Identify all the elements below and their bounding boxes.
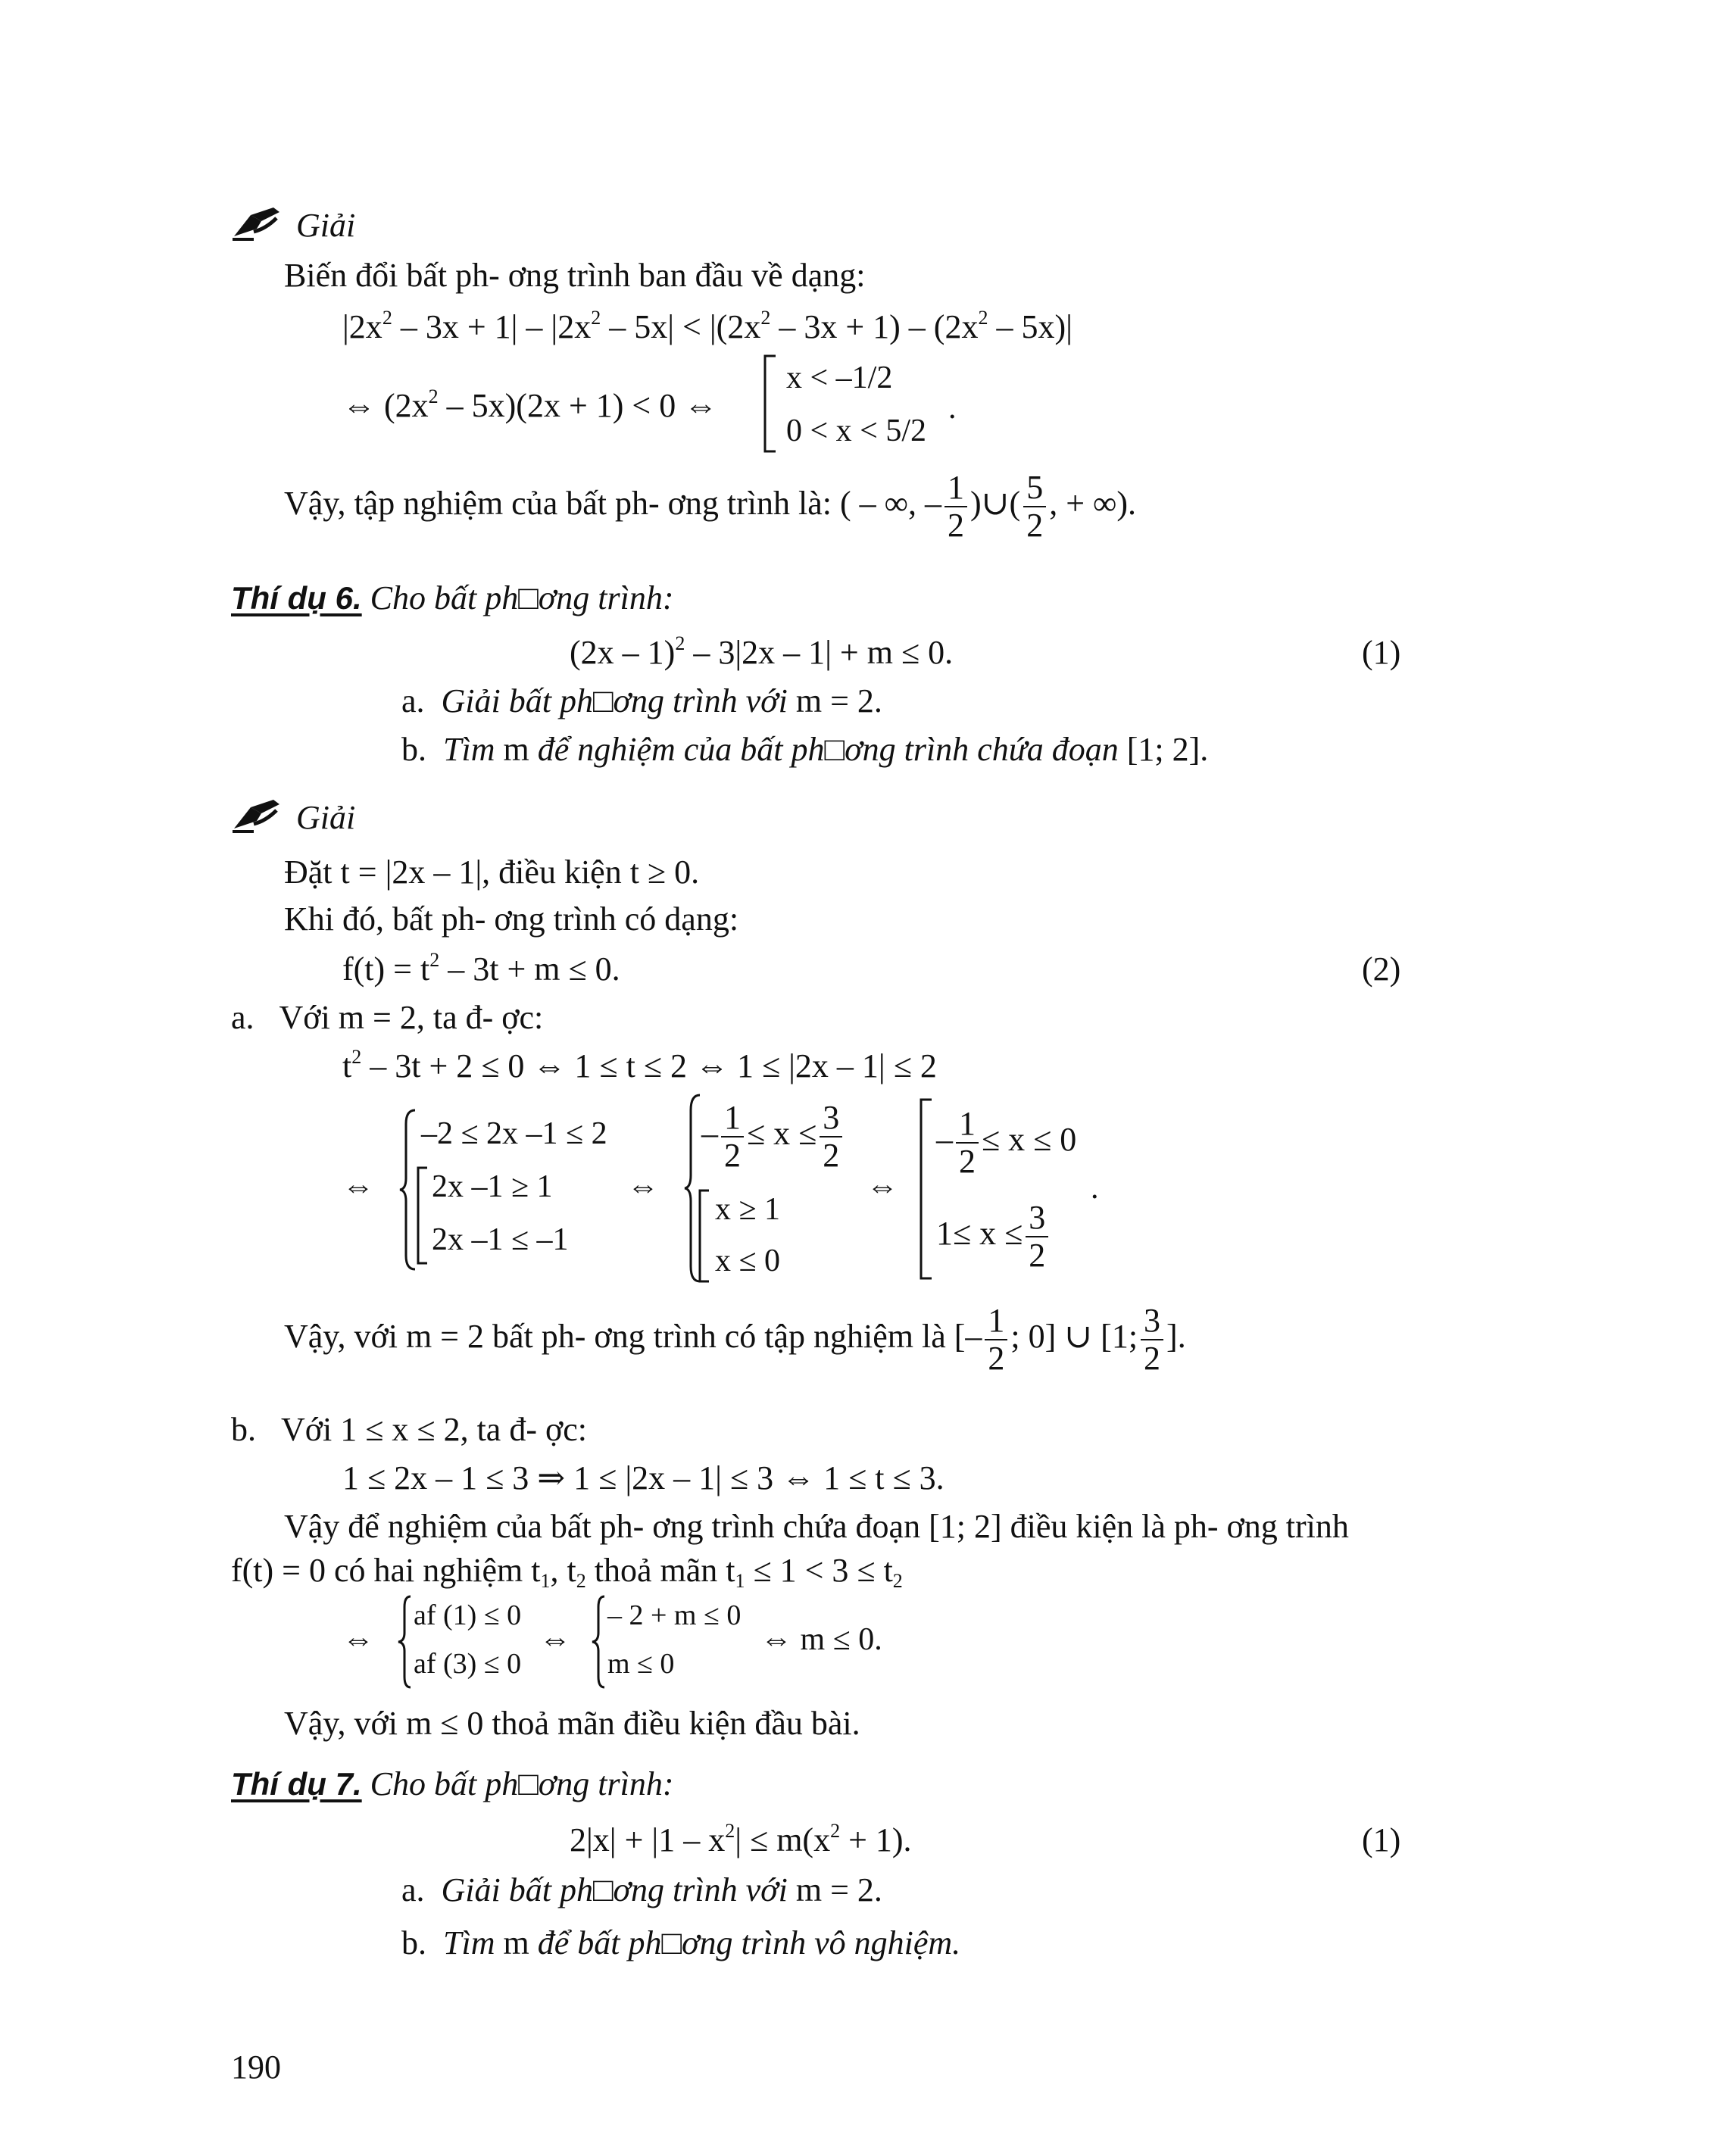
system-row: 2x –1 ≤ –1 bbox=[432, 1222, 569, 1257]
part-a: a. Với m = 2, ta đ- ợc: bbox=[231, 999, 544, 1036]
inequality-1: $2|x| + |1 - x^2| \le m(x^2 + 1)$. bbox=[570, 1820, 912, 1858]
system-row: –2 ≤ 2x –1 ≤ 2 bbox=[421, 1116, 607, 1151]
system-row: x ≤ 0 bbox=[715, 1244, 781, 1278]
task-a: a. Giải bất ph□ơng trình với m = 2. bbox=[401, 682, 882, 719]
case-row: – $\frac{1}{2}$ ≤ x ≤ 0 bbox=[936, 1105, 1077, 1180]
period: . bbox=[948, 391, 957, 426]
equation-line: ⇔ $(2x^2 - 5x)(2x + 1) < 0$ ⇔ bbox=[342, 385, 718, 424]
conclusion-line: Vậy, với m ≤ 0 thoả mãn điều kiện đầu bài. bbox=[284, 1705, 860, 1742]
solution-heading: Giải bbox=[231, 797, 355, 839]
example-7-title: Thí dụ 7. Cho bất ph□ơng trình: bbox=[231, 1765, 674, 1802]
iff-symbol: ⇔ bbox=[342, 1169, 374, 1204]
inequality-1: (2x – 1)$^2$ – 3|2x – 1| + m ≤ 0. bbox=[570, 632, 954, 671]
iff-symbol: ⇔ bbox=[866, 1169, 898, 1204]
system-row: m ≤ 0 bbox=[607, 1648, 675, 1680]
solution-heading: Giải bbox=[231, 204, 355, 247]
square-bracket bbox=[415, 1166, 430, 1265]
square-bracket bbox=[762, 354, 779, 453]
system-row: – 2 + m ≤ 0 bbox=[607, 1599, 742, 1631]
case-row: 1≤ x ≤ $\frac{3}{2}$ bbox=[936, 1200, 1051, 1274]
equation-line: $|2x^2 - 3x + 1| - |2x^2 - 5x| < |(2x^2 - 3x + 1) - (2x^2 - 5x)|$ bbox=[342, 307, 1073, 345]
equation-number: (2) bbox=[1362, 950, 1401, 988]
equation-line: $t^2 - 3t + 2 \le 0$ ⇔ 1 ≤ t ≤ 2 ⇔ 1 ≤ |2x – 1| ≤ 2 bbox=[342, 1046, 937, 1084]
pen-hand-icon bbox=[231, 798, 284, 833]
equation-number: (1) bbox=[1362, 1821, 1401, 1858]
iff-symbol: ⇔ bbox=[627, 1169, 659, 1204]
text-line: Biến đổi bất ph- ơng trình ban đầu về dạng: bbox=[284, 257, 866, 294]
iff-symbol: ⇔ bbox=[342, 1622, 374, 1657]
pen-hand-icon bbox=[231, 206, 284, 241]
case-row: 0 < x < 5/2 bbox=[786, 413, 927, 448]
equation-line: 1 ≤ 2x – 1 ≤ 3 ⇒ 1 ≤ |2x – 1| ≤ 3 ⇔ 1 ≤ t ≤ 3. bbox=[342, 1459, 944, 1496]
system-row: af (1) ≤ 0 bbox=[414, 1599, 522, 1631]
page-number: 190 bbox=[231, 2049, 281, 2086]
system-row: x ≥ 1 bbox=[715, 1192, 781, 1227]
system-row: af (3) ≤ 0 bbox=[414, 1648, 522, 1680]
task-a: a. Giải bất ph□ơng trình với m = 2. bbox=[401, 1871, 882, 1908]
equation-line: $f(t) = t^2 - 3t + m \le 0$. bbox=[342, 949, 620, 988]
text-line: f(t) = 0 có hai nghiệm $t_1$, $t_2$ thoả mãn $t_1 \le 1 < 3 \le t_2$ bbox=[231, 1552, 903, 1592]
task-b: b. Tìm m để nghiệm của bất ph□ơng trình chứa đoạn [1; 2]. bbox=[401, 731, 1209, 768]
equation-number: (1) bbox=[1362, 634, 1401, 671]
period: . bbox=[1091, 1171, 1099, 1206]
curly-brace bbox=[397, 1595, 414, 1689]
curly-brace bbox=[591, 1595, 607, 1689]
square-bracket bbox=[697, 1189, 712, 1283]
text-line: Đặt t = |2x – 1|, điều kiện t ≥ 0. bbox=[284, 853, 700, 891]
text-line: Vậy để nghiệm của bất ph- ơng trình chứa đoạn [1; 2] điều kiện là ph- ơng trình bbox=[284, 1508, 1349, 1545]
case-row: x < –1/2 bbox=[786, 360, 893, 395]
example-6-title: Thí dụ 6. Cho bất ph□ơng trình: bbox=[231, 579, 674, 616]
conclusion-line: Vậy, với m = 2 bất ph- ơng trình có tập nghiệm là [– $\frac{1}{2}$ ; 0] ∪ [1; $\frac{3}{2}$ ]. bbox=[284, 1302, 1186, 1377]
text-line: Khi đó, bất ph- ơng trình có dạng: bbox=[284, 900, 739, 938]
square-bracket bbox=[918, 1098, 935, 1280]
system-row: – $\frac{1}{2}$ ≤ x ≤ $\frac{3}{2}$ bbox=[701, 1100, 845, 1174]
system-result: ⇔ m ≤ 0. bbox=[760, 1622, 882, 1657]
iff-symbol: ⇔ bbox=[539, 1622, 571, 1657]
task-b: b. Tìm m để bất ph□ơng trình vô nghiệm. bbox=[401, 1924, 961, 1961]
conclusion-line: Vậy, tập nghiệm của bất ph- ơng trình là: ( – ∞, – $\frac{1}{2}$ )∪( $\frac{5}{2}$ , + ∞). bbox=[284, 469, 1137, 544]
system-row: 2x –1 ≥ 1 bbox=[432, 1169, 553, 1204]
part-b: b. Với 1 ≤ x ≤ 2, ta đ- ợc: bbox=[231, 1411, 587, 1448]
